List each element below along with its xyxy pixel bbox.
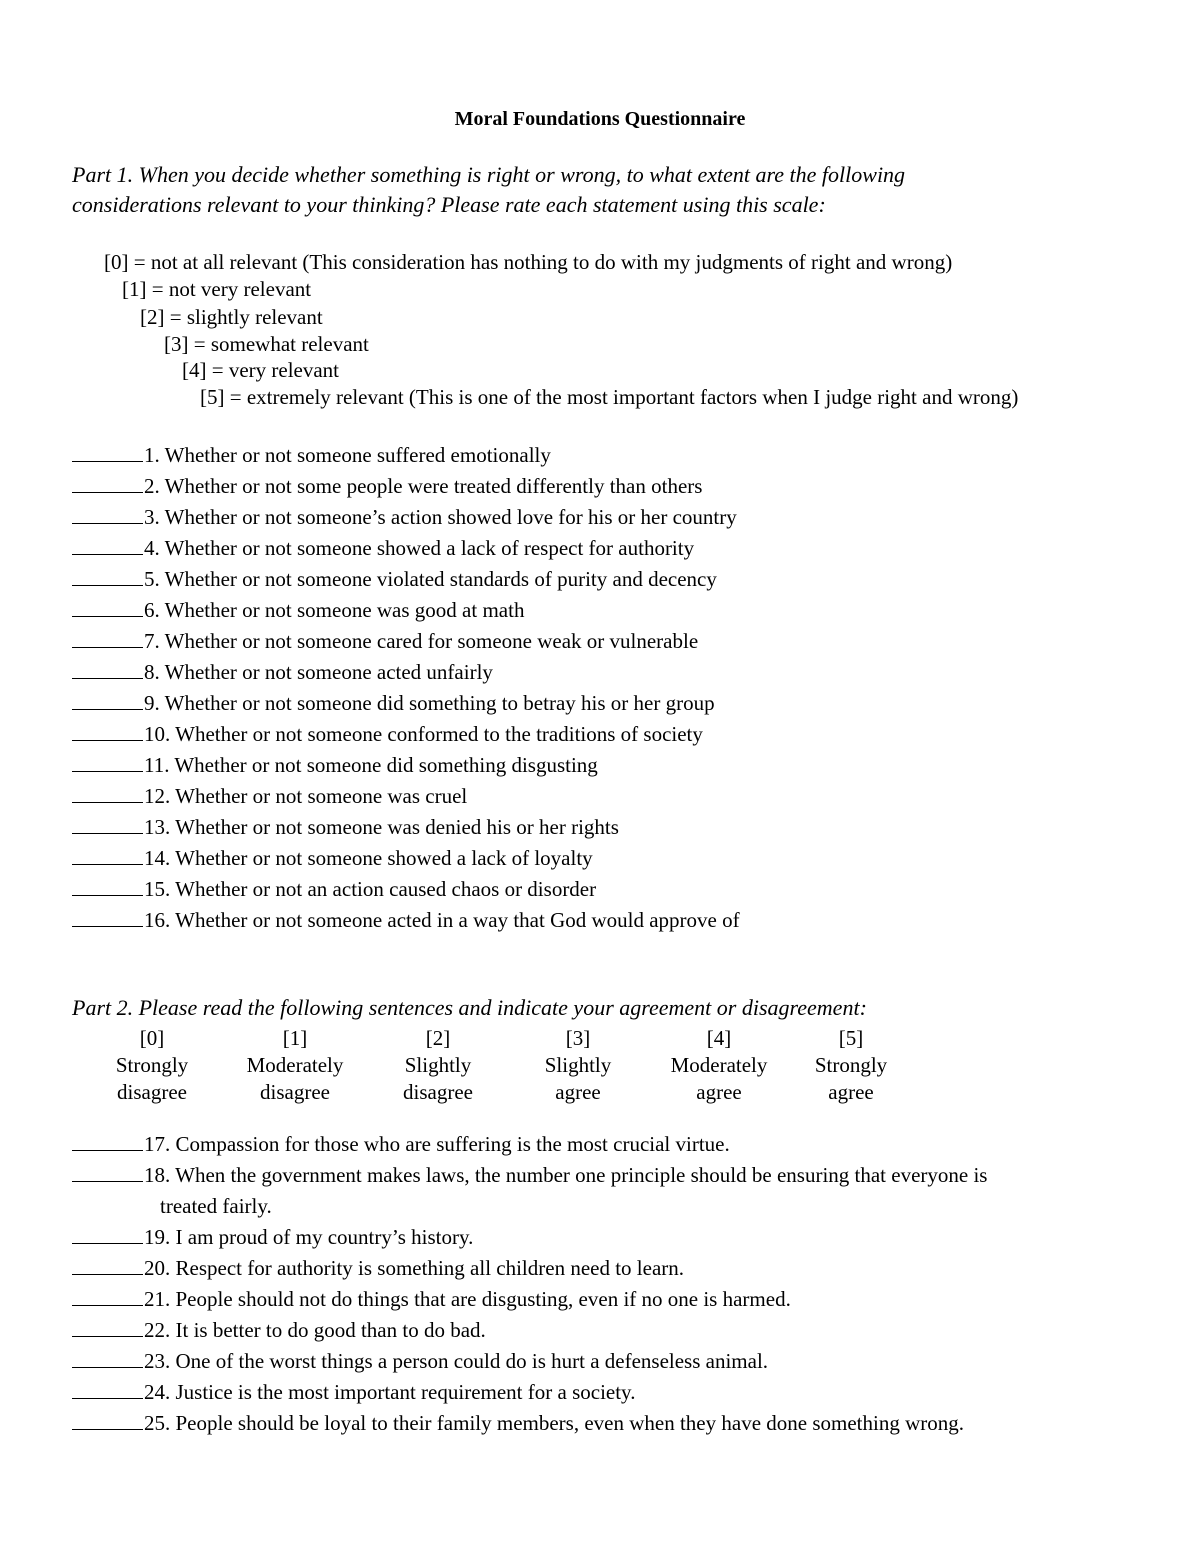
question-text: 16. Whether or not someone acted in a way that God would approve of: [144, 908, 740, 932]
scale-label-line2: disagree: [260, 1080, 330, 1104]
scale-label-line2: agree: [828, 1080, 874, 1104]
question-text: 17. Compassion for those who are suffering is the most crucial virtue.: [144, 1132, 730, 1156]
question-row-17: [72, 1132, 730, 1157]
part1-scale-3: [3] = somewhat relevant: [164, 332, 369, 356]
answer-blank[interactable]: [72, 474, 143, 493]
scale-label-line1: Strongly: [814, 1053, 888, 1077]
answer-blank[interactable]: [72, 1411, 143, 1430]
answer-blank[interactable]: [72, 629, 143, 648]
part1-scale-0: [0] = not at all relevant (This consideration has nothing to do with my judgments of right and wrong): [104, 250, 953, 274]
question-text: 14. Whether or not someone showed a lack of loyalty: [144, 846, 593, 870]
part2-scale-2: [368, 1025, 508, 1106]
question-row-18: [72, 1163, 987, 1188]
question-text: 9. Whether or not someone did something to betray his or her group: [144, 691, 715, 715]
answer-blank[interactable]: [72, 536, 143, 555]
answer-blank[interactable]: [72, 691, 143, 710]
scale-label-line1: Strongly: [115, 1053, 189, 1077]
question-row-12: [72, 784, 467, 809]
question-text: 8. Whether or not someone acted unfairly: [144, 660, 493, 684]
page-title: Moral Foundations Questionnaire: [454, 108, 746, 130]
answer-blank[interactable]: [72, 753, 143, 772]
question-text: 23. One of the worst things a person could do is hurt a defenseless animal.: [144, 1349, 769, 1373]
question-row-1: [72, 443, 551, 468]
question-18-continuation: treated fairly.: [160, 1194, 272, 1218]
question-row-5: [72, 567, 717, 592]
answer-blank[interactable]: [72, 1287, 143, 1306]
question-row-2: [72, 474, 702, 499]
question-text: 18. When the government makes laws, the number one principle should be ensuring that everyone is: [144, 1163, 988, 1187]
answer-blank[interactable]: [72, 722, 143, 741]
question-text: 11. Whether or not someone did something disgusting: [144, 753, 598, 777]
question-text: 4. Whether or not someone showed a lack of respect for authority: [144, 536, 695, 560]
question-row-10: [72, 722, 703, 747]
answer-blank[interactable]: [72, 443, 143, 462]
question-text: 21. People should not do things that are disgusting, even if no one is harmed.: [144, 1287, 791, 1311]
question-text: 22. It is better to do good than to do bad.: [144, 1318, 486, 1342]
scale-label-line2: agree: [555, 1080, 601, 1104]
answer-blank[interactable]: [72, 505, 143, 524]
question-row-13: [72, 815, 619, 840]
part2-scale-1: [225, 1025, 365, 1106]
part1-scale-4: [4] = very relevant: [182, 358, 340, 382]
answer-blank[interactable]: [72, 1225, 143, 1244]
question-row-7: [72, 629, 698, 654]
answer-blank[interactable]: [72, 567, 143, 586]
answer-blank[interactable]: [72, 877, 143, 896]
answer-blank[interactable]: [72, 1380, 143, 1399]
question-row-19: [72, 1225, 473, 1250]
answer-blank[interactable]: [72, 1349, 143, 1368]
question-text: 25. People should be loyal to their family members, even when they have done something wrong.: [144, 1411, 964, 1435]
question-text: 20. Respect for authority is something all children need to learn.: [144, 1256, 685, 1280]
question-row-14: [72, 846, 593, 871]
answer-blank[interactable]: [72, 1256, 143, 1275]
part2-scale-4: [649, 1025, 789, 1106]
scale-code: [4]: [706, 1026, 732, 1050]
part2-scale-3: [508, 1025, 648, 1106]
question-text: 7. Whether or not someone cared for someone weak or vulnerable: [144, 629, 699, 653]
scale-label-line2: agree: [696, 1080, 742, 1104]
scale-label-line1: Slightly: [544, 1053, 612, 1077]
question-row-24: [72, 1380, 635, 1405]
scale-label-line1: Moderately: [246, 1053, 344, 1077]
scale-code: [5]: [838, 1026, 864, 1050]
question-row-3: [72, 505, 737, 530]
answer-blank[interactable]: [72, 815, 143, 834]
part1-intro-line1: Part 1. When you decide whether something is right or wrong, to what extent are the following: [72, 162, 906, 187]
question-row-16: [72, 908, 740, 933]
question-row-8: [72, 660, 493, 685]
question-text: 24. Justice is the most important requirement for a society.: [144, 1380, 636, 1404]
question-row-22: [72, 1318, 486, 1343]
part2-scale-0: [82, 1025, 222, 1106]
answer-blank[interactable]: [72, 1132, 143, 1151]
question-row-11: [72, 753, 598, 778]
answer-blank[interactable]: [72, 908, 143, 927]
question-text: 13. Whether or not someone was denied his or her rights: [144, 815, 619, 839]
question-text: 10. Whether or not someone conformed to the traditions of society: [144, 722, 703, 746]
scale-code: [1]: [282, 1026, 308, 1050]
part1-scale-5: [5] = extremely relevant (This is one of the most important factors when I judge right and wrong): [200, 385, 1019, 409]
part2-intro: Part 2. Please read the following sentences and indicate your agreement or disagreement:: [72, 995, 867, 1020]
answer-blank[interactable]: [72, 1163, 143, 1182]
answer-blank[interactable]: [72, 1318, 143, 1337]
question-row-6: [72, 598, 524, 623]
question-row-4: [72, 536, 694, 561]
question-row-20: [72, 1256, 684, 1281]
answer-blank[interactable]: [72, 846, 143, 865]
answer-blank[interactable]: [72, 660, 143, 679]
scale-label-line1: Moderately: [670, 1053, 768, 1077]
question-text: 2. Whether or not some people were treated differently than others: [144, 474, 703, 498]
scale-code: [2]: [425, 1026, 451, 1050]
question-text: 5. Whether or not someone violated standards of purity and decency: [144, 567, 717, 591]
question-text: 6. Whether or not someone was good at math: [144, 598, 525, 622]
answer-blank[interactable]: [72, 784, 143, 803]
question-row-25: [72, 1411, 964, 1436]
question-row-23: [72, 1349, 768, 1374]
part1-scale-2: [2] = slightly relevant: [140, 305, 323, 329]
question-text: 12. Whether or not someone was cruel: [144, 784, 468, 808]
part1-intro-line2: considerations relevant to your thinking? Please rate each statement using this scale:: [72, 192, 826, 217]
part1-scale-1: [1] = not very relevant: [122, 277, 312, 301]
scale-code: [0]: [139, 1026, 165, 1050]
question-row-15: [72, 877, 596, 902]
question-text: 3. Whether or not someone’s action showed love for his or her country: [144, 505, 737, 529]
scale-label-line2: disagree: [117, 1080, 187, 1104]
scale-label-line2: disagree: [403, 1080, 473, 1104]
question-text: 19. I am proud of my country’s history.: [144, 1225, 474, 1249]
scale-code: [3]: [565, 1026, 591, 1050]
question-row-9: [72, 691, 715, 716]
question-text: 15. Whether or not an action caused chaos or disorder: [144, 877, 597, 901]
question-text: 1. Whether or not someone suffered emotionally: [144, 443, 551, 467]
part2-scale-5: [781, 1025, 921, 1106]
answer-blank[interactable]: [72, 598, 143, 617]
scale-label-line1: Slightly: [404, 1053, 472, 1077]
question-row-21: [72, 1287, 791, 1312]
